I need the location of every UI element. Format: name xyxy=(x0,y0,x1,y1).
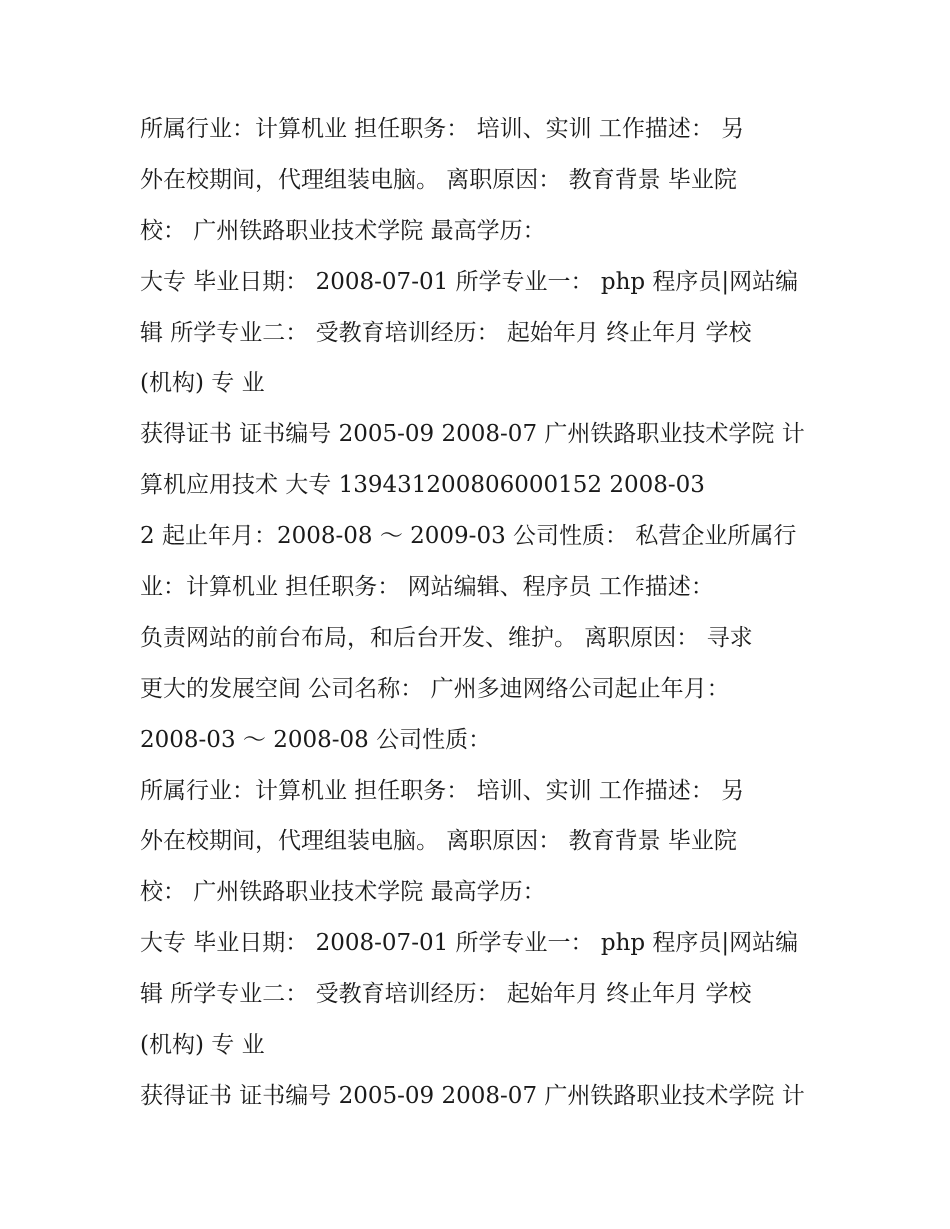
text-line: 业：计算机业 担任职务： 网站编辑、程序员 工作描述： xyxy=(140,574,714,601)
text-line: 校： 广州铁路职业技术学院 最高学历： xyxy=(140,217,546,244)
text-line: 更大的发展空间 公司名称： 广州多迪网络公司起止年月： xyxy=(140,675,730,702)
text-line: (机构) 专 业 xyxy=(140,1032,265,1059)
text-line: 获得证书 证书编号 2005-09 2008-07 广州铁路职业技术学院 计 xyxy=(140,421,805,448)
text-line: 外在校期间，代理组装电脑。 离职原因： 教育背景 毕业院 xyxy=(140,166,737,193)
text-line: 外在校期间，代理组装电脑。 离职原因： 教育背景 毕业院 xyxy=(140,828,737,855)
text-line: 负责网站的前台布局，和后台开发、维护。 离职原因： 寻求 xyxy=(140,624,753,651)
text-line: 所属行业：计算机业 担任职务： 培训、实训 工作描述： 另 xyxy=(140,777,745,804)
text-line: 算机应用技术 大专 139431200806000152 2008-03 xyxy=(140,472,705,499)
text-line: 2008-03 ～ 2008-08 公司性质： xyxy=(140,726,492,753)
text-line: 所属行业：计算机业 担任职务： 培训、实训 工作描述： 另 xyxy=(140,116,745,142)
text-line: 获得证书 证书编号 2005-09 2008-07 广州铁路职业技术学院 计 xyxy=(140,1082,805,1109)
text-line: 大专 毕业日期： 2008-07-01 所学专业一： php 程序员|网站编 xyxy=(140,930,799,957)
text-line: 大专 毕业日期： 2008-07-01 所学专业一： php 程序员|网站编 xyxy=(140,268,799,295)
text-line: 辑 所学专业二： 受教育培训经历： 起始年月 终止年月 学校 xyxy=(140,981,752,1008)
text-line: 2 起止年月：2008-08 ～ 2009-03 公司性质： 私营企业所属行 xyxy=(140,523,797,550)
resume-text-block xyxy=(140,104,820,1122)
text-line: 校： 广州铁路职业技术学院 最高学历： xyxy=(140,879,546,906)
text-line: (机构) 专 业 xyxy=(140,370,265,397)
text-line: 辑 所学专业二： 受教育培训经历： 起始年月 终止年月 学校 xyxy=(140,319,752,346)
